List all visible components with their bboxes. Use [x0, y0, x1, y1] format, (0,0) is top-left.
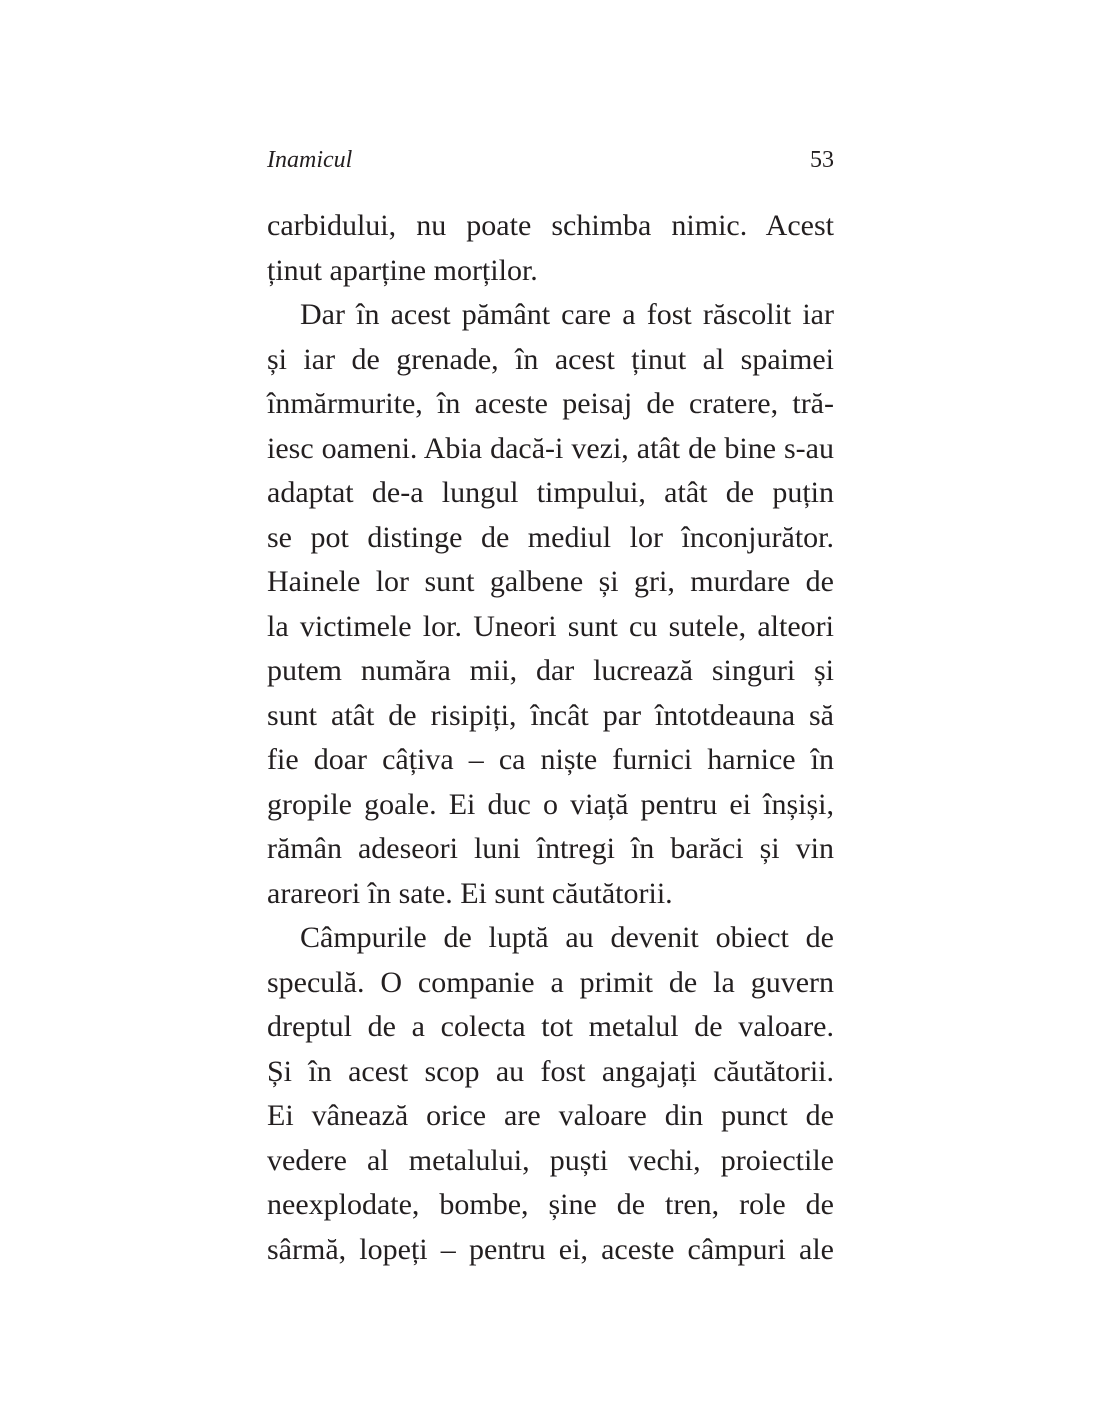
text-line: se pot distinge de mediul lor înconjurător.	[267, 520, 834, 554]
text-line: rămân adeseori luni întregi în barăci și vin	[267, 832, 834, 865]
text-line: speculă. O companie a primit de la guvern	[267, 965, 834, 999]
text-line: sunt atât de risipiți, încât par întotdeauna să	[267, 698, 834, 732]
running-head	[267, 145, 834, 177]
text-line: înmărmurite, în aceste peisaj de cratere, tră-	[267, 387, 834, 420]
text-line: vedere al metalului, puști vechi, proiectile	[267, 1143, 834, 1177]
text-line: sârmă, lopeți – pentru ei, aceste câmpuri ale	[267, 1232, 834, 1266]
body-text	[267, 204, 834, 1272]
text-line: putem număra mii, dar lucrează singuri și	[267, 654, 834, 687]
text-line: Câmpurile de luptă au devenit obiect de	[300, 921, 834, 954]
text-line: și iar de grenade, în acest ținut al spaimei	[267, 342, 834, 376]
running-title: Inamicul	[267, 147, 353, 173]
text-line: ținut aparține morților.	[267, 253, 538, 287]
text-line: neexplodate, bombe, șine de tren, role de	[267, 1188, 834, 1221]
text-line: la victimele lor. Uneori sunt cu sutele, alteori	[267, 609, 834, 643]
text-line: Hainele lor sunt galbene și gri, murdare de	[267, 565, 834, 598]
text-line: iesc oameni. Abia dacă-i vezi, atât de bine s-au	[267, 431, 834, 465]
text-line: Ei vânează orice are valoare din punct de	[267, 1099, 834, 1132]
text-line: dreptul de a colecta tot metalul de valoare.	[267, 1010, 834, 1043]
text-line: carbidului, nu poate schimba nimic. Acest	[267, 209, 834, 242]
text-line: fie doar câțiva – ca niște furnici harnice în	[267, 743, 834, 776]
text-line: gropile goale. Ei duc o viață pentru ei înșiși,	[267, 787, 834, 821]
text-line: adaptat de-a lungul timpului, atât de puțin	[267, 476, 834, 509]
text-line: Și în acest scop au fost angajați căutătorii.	[267, 1054, 834, 1088]
text-line: arareori în sate. Ei sunt căutătorii.	[267, 876, 673, 910]
text-line: Dar în acest pământ care a fost răscolit iar	[300, 298, 834, 331]
page-number: 53	[810, 147, 834, 173]
